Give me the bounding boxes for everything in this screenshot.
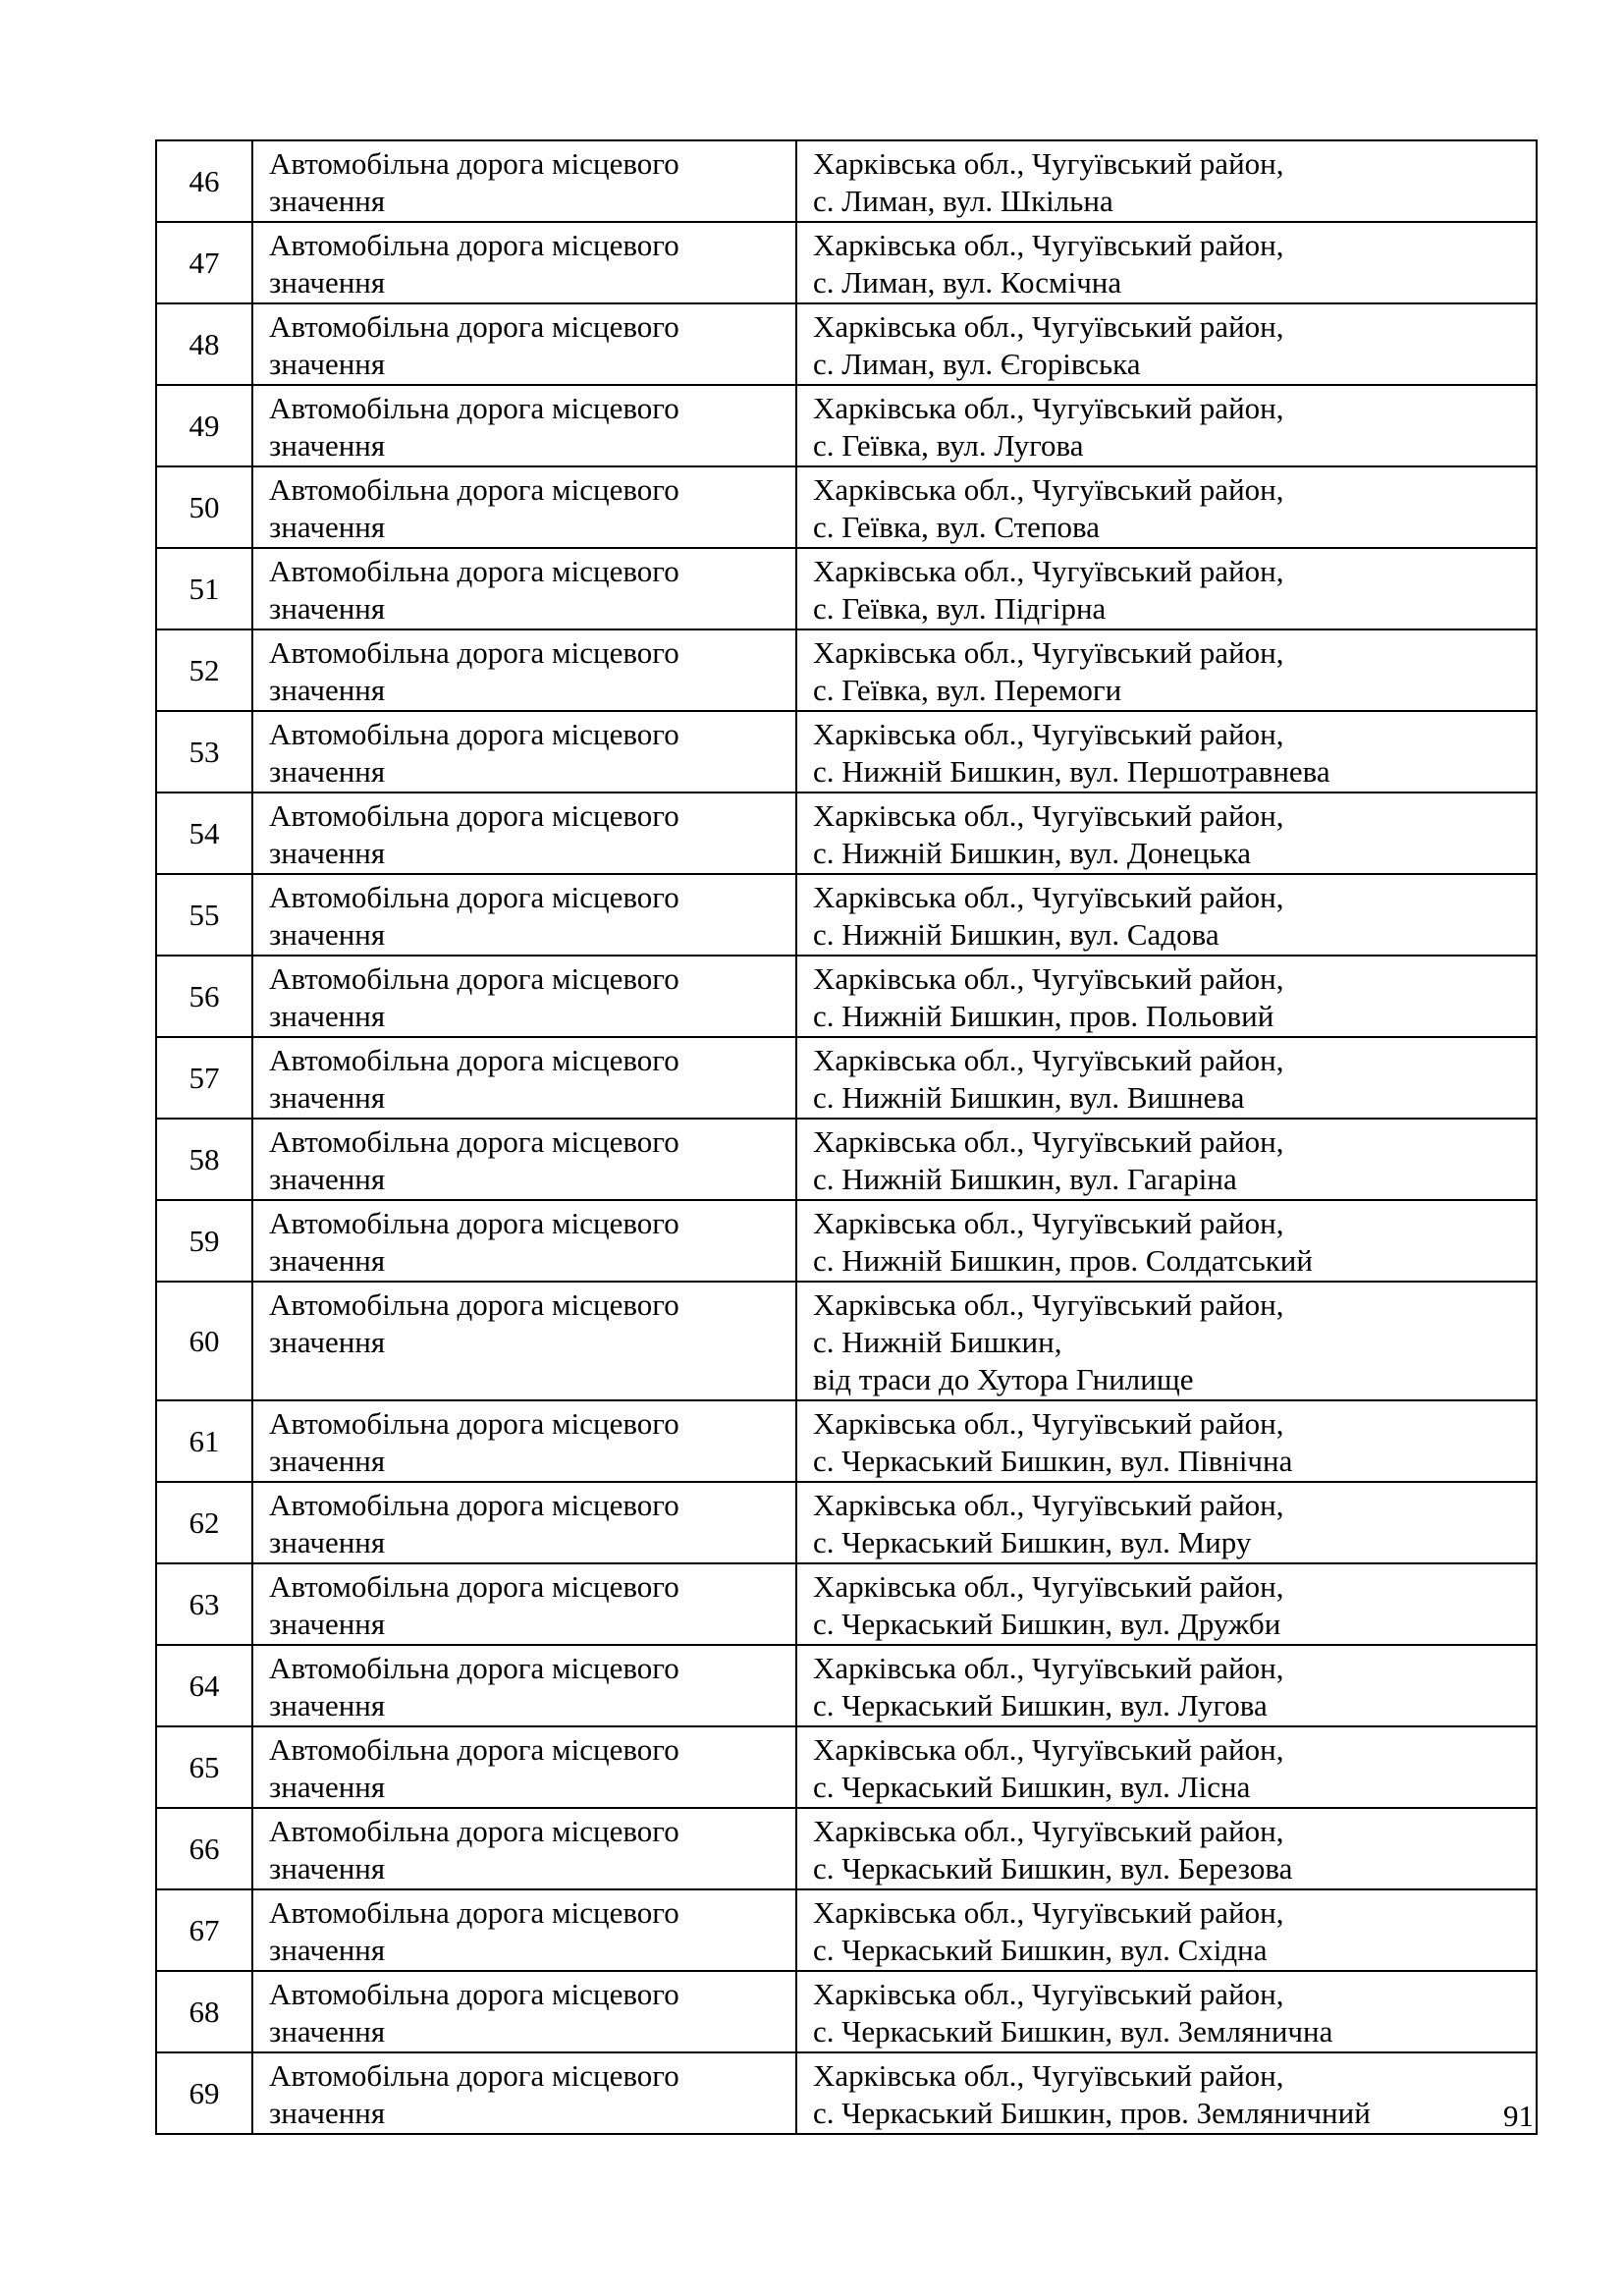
road-type-line: Автомобільна дорога місцевого [269, 1043, 679, 1077]
table-row [156, 1971, 1537, 2052]
location-line: с. Геївка, вул. Перемоги [813, 673, 1122, 707]
location-cell [796, 956, 1537, 1037]
road-type-cell [252, 2052, 796, 2134]
road-type-line: значення [269, 1444, 386, 1478]
road-type-line: Автомобільна дорога місцевого [269, 1406, 679, 1441]
location-line: Харківська обл., Чугуївський район, [813, 717, 1284, 751]
row-number: 60 [156, 1282, 252, 1400]
location-cell [796, 874, 1537, 956]
road-type-line: значення [269, 1688, 386, 1722]
location-cell [796, 1889, 1537, 1971]
location-line: Харківська обл., Чугуївський район, [813, 1732, 1284, 1767]
road-type-cell [252, 548, 796, 629]
location-line: Харківська обл., Чугуївський район, [813, 391, 1284, 425]
road-type-line: значення [269, 1325, 386, 1359]
location-cell [796, 466, 1537, 548]
location-line: Харківська обл., Чугуївський район, [813, 961, 1284, 996]
table-row [156, 629, 1537, 711]
location-cell [796, 303, 1537, 385]
location-line: Харківська обл., Чугуївський район, [813, 635, 1284, 670]
road-type-line: значення [269, 1851, 386, 1886]
location-line: Харківська обл., Чугуївський район, [813, 1043, 1284, 1077]
location-cell [796, 548, 1537, 629]
road-type-line: Автомобільна дорога місцевого [269, 961, 679, 996]
location-cell [796, 629, 1537, 711]
road-type-line: Автомобільна дорога місцевого [269, 309, 679, 344]
location-line: с. Нижній Бишкин, пров. Солдатський [813, 1243, 1313, 1278]
road-type-cell [252, 1037, 796, 1119]
row-number: 65 [156, 1726, 252, 1808]
location-line: Харківська обл., Чугуївський район, [813, 1895, 1284, 1930]
row-number: 63 [156, 1563, 252, 1645]
row-number: 61 [156, 1400, 252, 1482]
table-row [156, 1400, 1537, 1482]
road-type-line: Автомобільна дорога місцевого [269, 472, 679, 507]
row-number: 69 [156, 2052, 252, 2134]
location-line: с. Нижній Бишкин, [813, 1325, 1062, 1359]
road-type-cell [252, 1400, 796, 1482]
road-type-line: Автомобільна дорога місцевого [269, 1651, 679, 1685]
location-line: Харківська обл., Чугуївський район, [813, 1488, 1284, 1522]
table-row [156, 874, 1537, 956]
location-cell [796, 1119, 1537, 1200]
location-line: від траси до Хутора Гнилище [813, 1362, 1194, 1396]
location-line: Харківська обл., Чугуївський район, [813, 554, 1284, 588]
location-cell [796, 2052, 1537, 2134]
row-number: 55 [156, 874, 252, 956]
road-type-line: значення [269, 1933, 386, 1967]
table-row [156, 1563, 1537, 1645]
location-cell [796, 1482, 1537, 1563]
road-type-line: значення [269, 1243, 386, 1278]
row-number: 54 [156, 793, 252, 874]
road-type-cell [252, 1971, 796, 2052]
page-number: 91 [1503, 2099, 1534, 2133]
road-type-line: значення [269, 1770, 386, 1804]
location-line: с. Нижній Бишкин, вул. Гагаріна [813, 1162, 1237, 1196]
road-type-line: Автомобільна дорога місцевого [269, 228, 679, 262]
location-line: с. Геївка, вул. Підгірна [813, 591, 1107, 626]
row-number: 57 [156, 1037, 252, 1119]
road-type-cell [252, 1119, 796, 1200]
location-line: с. Черкаський Бишкин, пров. Земляничний [813, 2096, 1371, 2130]
road-type-line: значення [269, 1080, 386, 1115]
row-number: 64 [156, 1645, 252, 1726]
location-line: Харківська обл., Чугуївський район, [813, 880, 1284, 914]
location-cell [796, 1282, 1537, 1400]
road-type-line: Автомобільна дорога місцевого [269, 1488, 679, 1522]
road-type-line: значення [269, 347, 386, 381]
location-cell [796, 1971, 1537, 2052]
location-cell [796, 1808, 1537, 1889]
road-type-line: Автомобільна дорога місцевого [269, 391, 679, 425]
row-number: 46 [156, 140, 252, 222]
location-line: Харківська обл., Чугуївський район, [813, 2058, 1284, 2093]
location-cell [796, 1037, 1537, 1119]
location-cell [796, 1400, 1537, 1482]
road-type-cell [252, 1808, 796, 1889]
row-number: 59 [156, 1200, 252, 1282]
road-type-line: Автомобільна дорога місцевого [269, 554, 679, 588]
road-type-line: значення [269, 999, 386, 1033]
location-cell [796, 711, 1537, 793]
table-row [156, 140, 1537, 222]
location-line: Харківська обл., Чугуївський район, [813, 228, 1284, 262]
location-cell [796, 793, 1537, 874]
location-cell [796, 222, 1537, 303]
roads-table [155, 139, 1538, 2135]
location-line: Харківська обл., Чугуївський район, [813, 1651, 1284, 1685]
road-type-line: Автомобільна дорога місцевого [269, 1569, 679, 1604]
road-type-line: Автомобільна дорога місцевого [269, 798, 679, 833]
table-row [156, 1037, 1537, 1119]
row-number: 51 [156, 548, 252, 629]
location-cell [796, 140, 1537, 222]
road-type-cell [252, 1482, 796, 1563]
road-type-line: значення [269, 836, 386, 870]
table-row [156, 711, 1537, 793]
road-type-line: значення [269, 265, 386, 300]
location-cell [796, 385, 1537, 466]
table-row [156, 2052, 1537, 2134]
road-type-line: Автомобільна дорога місцевого [269, 635, 679, 670]
location-line: Харківська обл., Чугуївський район, [813, 1124, 1284, 1159]
road-type-line: значення [269, 2096, 386, 2130]
location-line: Харківська обл., Чугуївський район, [813, 309, 1284, 344]
roads-table-body [156, 140, 1537, 2134]
location-line: Харківська обл., Чугуївський район, [813, 1569, 1284, 1604]
road-type-cell [252, 1645, 796, 1726]
table-row [156, 466, 1537, 548]
road-type-line: значення [269, 428, 386, 463]
location-cell [796, 1645, 1537, 1726]
road-type-line: Автомобільна дорога місцевого [269, 1206, 679, 1240]
road-type-line: Автомобільна дорога місцевого [269, 146, 679, 181]
location-line: с. Черкаський Бишкин, вул. Березова [813, 1851, 1293, 1886]
row-number: 67 [156, 1889, 252, 1971]
location-line: с. Нижній Бишкин, пров. Польовий [813, 999, 1274, 1033]
table-row [156, 1119, 1537, 1200]
road-type-line: значення [269, 591, 386, 626]
road-type-line: Автомобільна дорога місцевого [269, 1895, 679, 1930]
road-type-cell [252, 303, 796, 385]
row-number: 56 [156, 956, 252, 1037]
location-line: с. Черкаський Бишкин, вул. Східна [813, 1933, 1268, 1967]
road-type-cell [252, 711, 796, 793]
location-line: Харківська обл., Чугуївський район, [813, 1814, 1284, 1848]
location-line: с. Черкаський Бишкин, вул. Лугова [813, 1688, 1268, 1722]
location-line: Харківська обл., Чугуївський район, [813, 472, 1284, 507]
location-line: Харківська обл., Чугуївський район, [813, 146, 1284, 181]
location-line: с. Черкаський Бишкин, вул. Миру [813, 1525, 1252, 1559]
road-type-line: Автомобільна дорога місцевого [269, 1814, 679, 1848]
row-number: 58 [156, 1119, 252, 1200]
table-row [156, 385, 1537, 466]
table-row [156, 548, 1537, 629]
table-row [156, 956, 1537, 1037]
table-row [156, 1889, 1537, 1971]
location-line: с. Лиман, вул. Єгорівська [813, 347, 1141, 381]
road-type-line: Автомобільна дорога місцевого [269, 1287, 679, 1322]
table-row [156, 222, 1537, 303]
road-type-cell [252, 956, 796, 1037]
road-type-line: значення [269, 2014, 386, 2049]
road-type-cell [252, 1726, 796, 1808]
location-cell [796, 1726, 1537, 1808]
location-line: Харківська обл., Чугуївський район, [813, 1406, 1284, 1441]
location-line: с. Черкаський Бишкин, вул. Північна [813, 1444, 1293, 1478]
row-number: 52 [156, 629, 252, 711]
row-number: 50 [156, 466, 252, 548]
road-type-line: Автомобільна дорога місцевого [269, 717, 679, 751]
row-number: 48 [156, 303, 252, 385]
location-line: с. Лиман, вул. Космічна [813, 265, 1122, 300]
road-type-line: значення [269, 1525, 386, 1559]
road-type-cell [252, 1563, 796, 1645]
road-type-line: Автомобільна дорога місцевого [269, 1732, 679, 1767]
road-type-cell [252, 793, 796, 874]
location-line: Харківська обл., Чугуївський район, [813, 1206, 1284, 1240]
location-line: с. Лиман, вул. Шкільна [813, 184, 1113, 218]
location-cell [796, 1200, 1537, 1282]
road-type-cell [252, 385, 796, 466]
location-line: с. Нижній Бишкин, вул. Першотравнева [813, 754, 1330, 789]
road-type-line: Автомобільна дорога місцевого [269, 1977, 679, 2011]
location-line: с. Черкаський Бишкин, вул. Лісна [813, 1770, 1251, 1804]
road-type-line: значення [269, 754, 386, 789]
row-number: 66 [156, 1808, 252, 1889]
row-number: 62 [156, 1482, 252, 1563]
road-type-cell [252, 466, 796, 548]
location-line: с. Нижній Бишкин, вул. Садова [813, 917, 1219, 952]
table-row [156, 1200, 1537, 1282]
road-type-line: значення [269, 184, 386, 218]
location-line: с. Черкаський Бишкин, вул. Дружби [813, 1607, 1281, 1641]
location-line: с. Геївка, вул. Степова [813, 510, 1101, 544]
table-row [156, 1726, 1537, 1808]
road-type-line: значення [269, 917, 386, 952]
road-type-line: значення [269, 510, 386, 544]
road-type-cell [252, 140, 796, 222]
road-type-cell [252, 222, 796, 303]
location-line: с. Нижній Бишкин, вул. Донецька [813, 836, 1251, 870]
table-row [156, 1482, 1537, 1563]
row-number: 53 [156, 711, 252, 793]
row-number: 47 [156, 222, 252, 303]
road-type-cell [252, 874, 796, 956]
location-line: Харківська обл., Чугуївський район, [813, 798, 1284, 833]
table-row [156, 793, 1537, 874]
road-type-line: значення [269, 1162, 386, 1196]
location-line: Харківська обл., Чугуївський район, [813, 1287, 1284, 1322]
table-row [156, 1282, 1537, 1400]
road-type-line: Автомобільна дорога місцевого [269, 880, 679, 914]
table-row [156, 1645, 1537, 1726]
road-type-line: Автомобільна дорога місцевого [269, 2058, 679, 2093]
location-line: с. Нижній Бишкин, вул. Вишнева [813, 1080, 1245, 1115]
location-line: с. Геївка, вул. Лугова [813, 428, 1084, 463]
road-type-cell [252, 629, 796, 711]
table-row [156, 303, 1537, 385]
row-number: 68 [156, 1971, 252, 2052]
row-number: 49 [156, 385, 252, 466]
table-row [156, 1808, 1537, 1889]
road-type-line: значення [269, 673, 386, 707]
road-type-cell [252, 1282, 796, 1400]
road-type-cell [252, 1889, 796, 1971]
road-type-line: значення [269, 1607, 386, 1641]
road-type-line: Автомобільна дорога місцевого [269, 1124, 679, 1159]
location-line: с. Черкаський Бишкин, вул. Землянична [813, 2014, 1333, 2049]
location-cell [796, 1563, 1537, 1645]
location-line: Харківська обл., Чугуївський район, [813, 1977, 1284, 2011]
road-type-cell [252, 1200, 796, 1282]
